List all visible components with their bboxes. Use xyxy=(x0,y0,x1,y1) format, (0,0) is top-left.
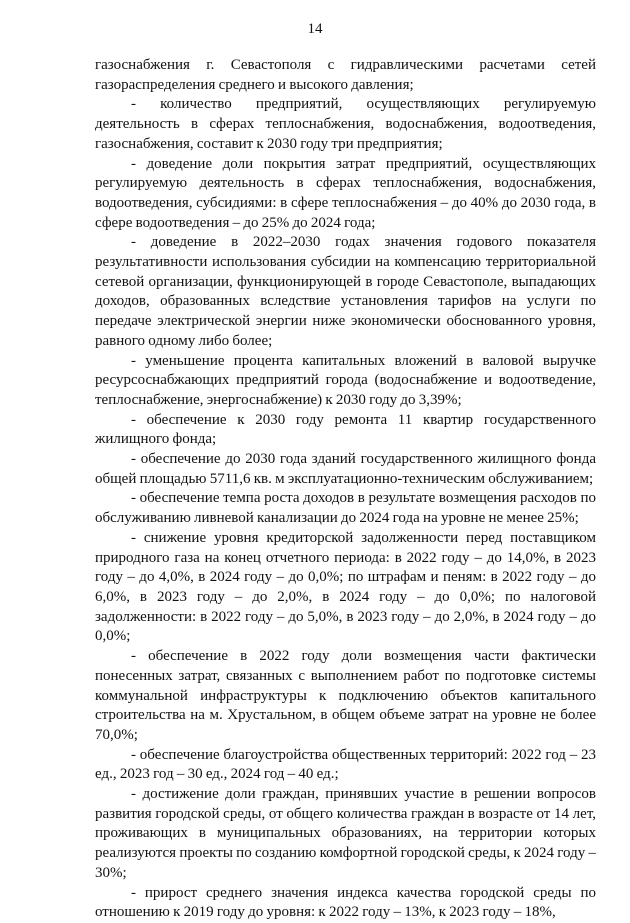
paragraph: - обеспечение темпа роста доходов в результате возмещения расходов по обслуживанию ливневой канализации до 2024 года на уровне не менее 25%; xyxy=(95,490,596,527)
paragraph: - уменьшение процента капитальных вложений в валовой выручке ресурсоснабжающих предприятий города (водоснабжение и водоотведение, теплоснабжение, энергоснабжение) к 2030 году до 3,39%; xyxy=(95,352,596,408)
paragraph: - снижение уровня кредиторской задолженности перед поставщиком природного газа на конец отчетного периода: в 2022 году – до 14,0%, в 2023 году – до 4,0%, в 2024 году – до 0,0%; по штрафам и пеням: в 2022 году – до 6,0%, в 2023 году – до 2,0%, в 2024 году – до 0,0%; по налоговой задолженности: в 2022 году – до 5,0%, в 2023 году – до 2,0%, в 2024 году – до 0,0%; xyxy=(95,529,596,645)
page-number: 14 xyxy=(307,21,323,37)
paragraph: газоснабжения г. Севастополя с гидравлическими расчетами сетей газораспределения среднего и высокого давления; xyxy=(95,57,596,93)
paragraph: - прирост среднего значения индекса качества городской среды по отношению к 2019 году до уровня: к 2022 году – 13%, к 2023 году – 18%, xyxy=(95,884,596,921)
paragraph: - доведение доли покрытия затрат предприятий, осуществляющих регулируемую деятельность в сферах теплоснабжения, водоснабжения, водоотведения, субсидиями: в сфере теплоснабжения – до 40% до 2030 года, в сфере водоотведения – до 25% до 2024 года; xyxy=(95,155,596,231)
paragraph: - доведение в 2022–2030 годах значения годового показателя результативности использования субсидии на компенсацию территориальной сетевой организации, функционирующей в городе Севастополе, выпадающих доходов, образованных вследствие установления тарифов на услуги по передаче электрической энергии ниже экономически обоснованного уровня, равного одному либо более; xyxy=(95,234,596,349)
paragraph: - обеспечение до 2030 года зданий государственного жилищного фонда общей площадью 5711,6 кв. м эксплуатационно-техническим обслуживанием; xyxy=(95,451,596,487)
paragraph: - достижение доли граждан, принявших участие в решении вопросов развития городской среды, от общего количества граждан в возрасте от 14 лет, проживающих в муниципальных образованиях, на территории которых реализуются проекты по созданию комфортной городской среды, к 2024 году – 30%; xyxy=(95,786,596,881)
paragraph: - обеспечение в 2022 году доли возмещения части фактически понесенных затрат, связанных с выполнением работ по подготовке системы коммунальной инфраструктуры к подключению объектов капитального строительства на м. Хрустальном, в общем объеме затрат на уровне не более 70,0%; xyxy=(95,648,596,743)
paragraph: - обеспечение к 2030 году ремонта 11 квартир государственного жилищного фонда; xyxy=(95,411,596,448)
paragraph: - количество предприятий, осуществляющих регулируемую деятельность в сферах теплоснабжения, водоснабжения, водоотведения, газоснабжения, составит к 2030 году три предприятия; xyxy=(95,96,596,152)
document-body xyxy=(95,56,596,923)
paragraph: - обеспечение благоустройства общественных территорий: 2022 год – 23 ед., 2023 год – 30 ед., 2024 год – 40 ед.; xyxy=(95,746,596,783)
